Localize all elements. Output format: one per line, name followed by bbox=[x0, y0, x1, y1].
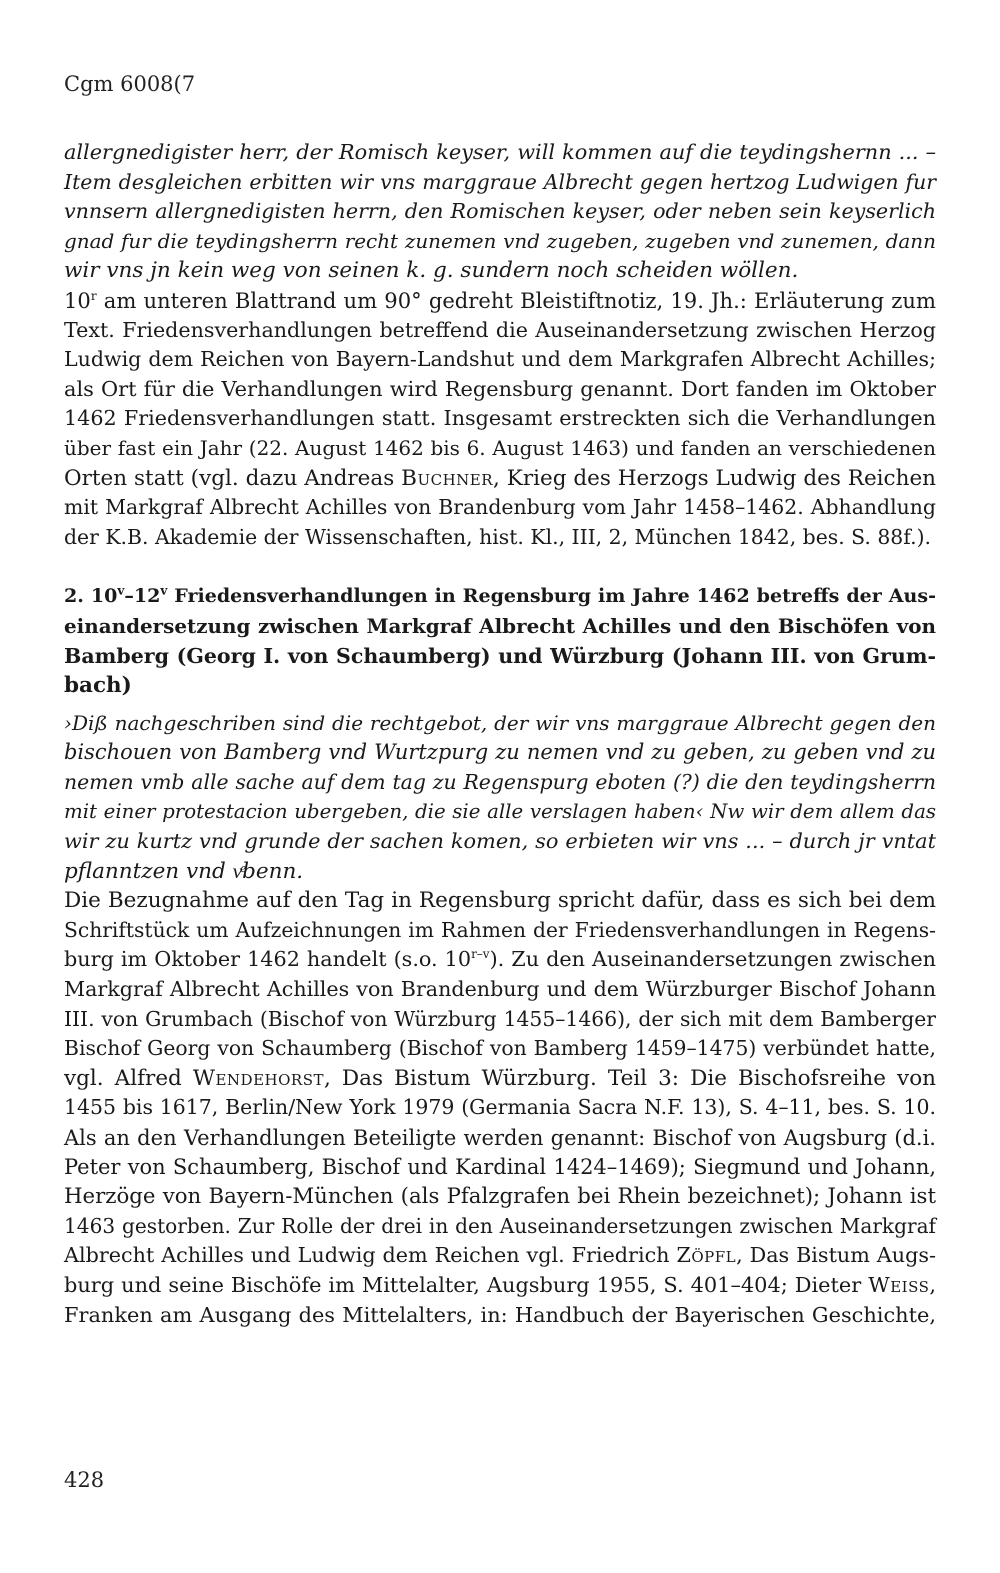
note-line: Schriftstück um Aufzeichnungen im Rahmen der Friedensverhandlungen in Regens- bbox=[64, 917, 936, 942]
spacer bbox=[64, 701, 936, 709]
note-line bbox=[64, 1271, 936, 1301]
note-text: Albrecht Achilles und Ludwig dem Reichen vgl. Friedrich bbox=[64, 1243, 677, 1268]
quote-line: ›Diß nachgeschriben sind die rechtgebot, der wir vns marggraue Albrecht gegen den bbox=[64, 710, 936, 735]
author-name: Zöpfl bbox=[676, 1243, 737, 1268]
note-line: Herzöge von Bayern-München (als Pfalzgrafen bei Rhein bezeichnet); Johann ist bbox=[64, 1184, 936, 1210]
folio-sup: v bbox=[160, 583, 168, 598]
note-line: mit Markgraf Albrecht Achilles von Brandenburg vom Jahr 1458–1462. Abhandlung bbox=[64, 495, 936, 520]
note-line bbox=[64, 286, 936, 316]
note-line: über fast ein Jahr (22. August 1462 bis 6. August 1463) und fanden an verschiedenen bbox=[64, 435, 936, 460]
note-line: 1463 gestorben. Zur Rolle der drei in den Auseinandersetzungen zwischen Markgraf bbox=[64, 1213, 936, 1238]
note-line: als Ort für die Verhandlungen wird Regensburg genannt. Dort fanden im Oktober bbox=[64, 376, 936, 401]
spacer bbox=[64, 552, 936, 582]
note-line: Die Bezugnahme auf den Tag in Regensburg spricht dafür, dass es sich bei dem bbox=[64, 888, 936, 914]
heading-text: Friedensverhandlungen in Regensburg im Jahre 1462 betreffs der Aus- bbox=[167, 585, 936, 608]
quote-line: mit einer protestacion ubergeben, die sie alle verslagen haben‹ Nw wir dem allem das bbox=[64, 800, 936, 824]
quote-line: allergnedigister herr, der Romisch keyser, will kommen auf die teydingshernn ... – bbox=[64, 140, 936, 164]
author-name: Wendehorst bbox=[192, 1065, 324, 1091]
heading-line: einandersetzung zwischen Markgraf Albrecht Achilles und den Bischöfen von bbox=[64, 613, 936, 638]
folio-sup: r bbox=[90, 288, 97, 303]
folio-sup: v bbox=[117, 583, 125, 598]
quote-line: wir zu kurtz vnd grunde der sachen komen, so erbieten wir vns ... – durch jr vntat bbox=[64, 829, 936, 854]
heading-line: bach) bbox=[64, 673, 132, 699]
note-line bbox=[64, 1241, 936, 1271]
note-text: ). Zu den Auseinandersetzungen zwischen bbox=[489, 947, 936, 972]
section-heading-2 bbox=[64, 582, 936, 700]
running-header: Cgm 6008(7 bbox=[64, 72, 196, 96]
quote-line: bischouen von Bamberg vnd Wurtzpurg zu nemen vnd zu geben, zu geben vnd zu bbox=[64, 740, 936, 765]
note-text: , Krieg des Herzogs Ludwig des Reichen bbox=[493, 465, 937, 491]
note-text: burg im Oktober 1462 handelt (s.o. 10 bbox=[64, 947, 472, 972]
author-name: Weiss bbox=[868, 1272, 930, 1297]
page-number: 428 bbox=[64, 1468, 105, 1492]
note-line: Markgraf Albrecht Achilles von Brandenburg und dem Würzburger Bischof Johann bbox=[64, 977, 936, 1002]
quote-block-2 bbox=[64, 709, 936, 887]
note-line bbox=[64, 1064, 936, 1094]
note-line: Als an den Verhandlungen Beteiligte werden genannt: Bischof von Augsburg (d.i. bbox=[64, 1125, 936, 1150]
author-name: Buchner bbox=[401, 465, 494, 491]
quote-line: pflanntzen vnd vͤbenn. bbox=[64, 858, 304, 884]
note-line: Peter von Schaumberg, Bischof und Kardinal 1424–1469); Siegmund und Johann, bbox=[64, 1154, 936, 1179]
quote-line: Item desgleichen erbitten wir vns marggraue Albrecht gegen hertzog Ludwigen fur bbox=[64, 169, 936, 194]
note-line bbox=[64, 464, 936, 494]
note-line: Bischof Georg von Schaumberg (Bischof von Bamberg 1459–1475) verbündet hatte, bbox=[64, 1036, 936, 1061]
quote-line: gnad fur die teydingsherrn recht zunemen vnd zugeben, zugeben vnd zunemen, dann bbox=[64, 228, 936, 253]
quote-line: wir vns jn kein weg von seinen k. g. sundern noch scheiden wöllen. bbox=[64, 258, 799, 284]
heading-text: –12 bbox=[124, 585, 161, 608]
note-line: 1455 bis 1617, Berlin/New York 1979 (Germania Sacra N.F. 13), S. 4–11, bes. S. 10. bbox=[64, 1095, 936, 1120]
note-line: Franken am Ausgang des Mittelalters, in: Handbuch der Bayerischen Geschichte, bbox=[64, 1302, 936, 1327]
note-block-1 bbox=[64, 286, 936, 552]
note-text: , bbox=[929, 1272, 936, 1297]
note-text: burg und seine Bischöfe im Mittelalter, Augsburg 1955, S. 401–404; Dieter bbox=[64, 1272, 869, 1297]
note-text: vgl. Alfred bbox=[64, 1065, 193, 1091]
note-text: , Das Bistum Würzburg. Teil 3: Die Bischofsreihe von bbox=[323, 1065, 936, 1091]
quote-line: nemen vmb alle sache auf dem tag zu Regenspurg eboten (?) die den teydingsherrn bbox=[64, 769, 936, 794]
body-text bbox=[64, 138, 936, 1330]
heading-text: 2. 10 bbox=[64, 585, 118, 608]
note-line: der K.B. Akademie der Wissenschaften, hist. Kl., III, 2, München 1842, bes. S. 88f.). bbox=[64, 524, 931, 549]
folio-sup: r–v bbox=[471, 947, 490, 962]
note-line: III. von Grumbach (Bischof von Würzburg 1455–1466), der sich mit dem Bamberger bbox=[64, 1006, 936, 1031]
note-text: , Das Bistum Augs- bbox=[736, 1243, 936, 1268]
note-line: Ludwig dem Reichen von Bayern-Landshut und dem Markgrafen Albrecht Achilles; bbox=[64, 347, 936, 372]
note-line: Text. Friedensverhandlungen betreffend die Auseinandersetzung zwischen Herzog bbox=[64, 317, 936, 342]
quote-line: vnnsern allergnedigisten herrn, den Romischen keyser, oder neben sein keyserlich bbox=[64, 199, 936, 224]
heading-line: Bamberg (Georg I. von Schaumberg) und Würzburg (Johann III. von Grum- bbox=[64, 643, 936, 668]
heading-line bbox=[64, 582, 936, 612]
note-block-2 bbox=[64, 886, 936, 1330]
folio-ref: 10 bbox=[64, 287, 91, 313]
quote-block-1 bbox=[64, 138, 936, 286]
note-text: Orten statt (vgl. dazu Andreas bbox=[64, 465, 402, 491]
note-line bbox=[64, 945, 936, 975]
note-line: 1462 Friedensverhandlungen statt. Insgesamt erstreckten sich die Verhandlungen bbox=[64, 406, 936, 431]
note-text: am unteren Blattrand um 90° gedreht Bleistiftnotiz, 19. Jh.: Erläuterung zum bbox=[96, 287, 936, 313]
